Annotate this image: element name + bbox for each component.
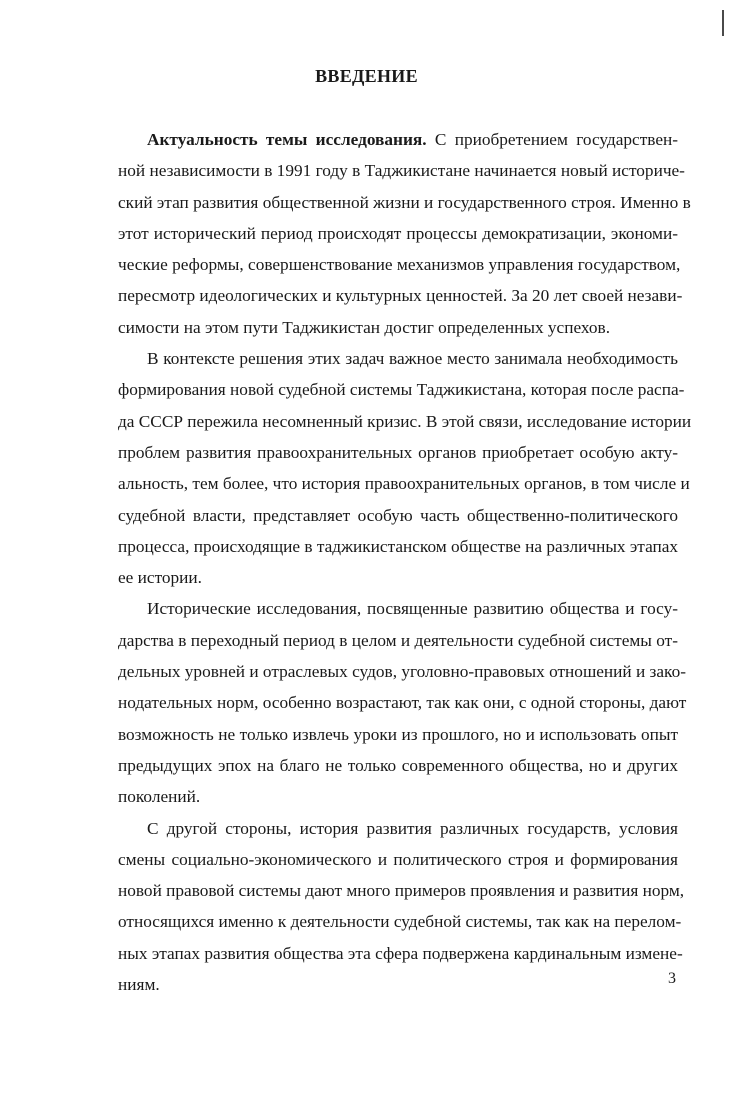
text-line: формирования новой судебной системы Таджикистана, которая после распа-: [118, 380, 685, 400]
text-line: С другой стороны, история развития различных государств, условия: [147, 818, 678, 838]
text-line: Исторические исследования, посвященные развитию общества и госу-: [147, 599, 678, 619]
text-line: ский этап развития общественной жизни и государственного строя. Именно в: [118, 192, 691, 212]
text-line: ческие реформы, совершенствование механизмов управления государством,: [118, 255, 681, 275]
text-line: новой правовой системы дают много примеров проявления и развития норм,: [118, 881, 685, 901]
page-number: 3: [668, 970, 676, 987]
text-line: дарства в переходный период в целом и деятельности судебной системы от-: [118, 630, 678, 650]
text-line: процесса, происходящие в таджикистанском обществе на различных этапах: [118, 536, 679, 556]
text-line: этот исторический период происходят процессы демократизации, экономи-: [118, 223, 678, 243]
text-line: возможность не только извлечь уроки из прошлого, но и использовать опыт: [118, 724, 678, 744]
paragraph-historical-research: [118, 593, 687, 812]
scan-edge-mark: [722, 10, 724, 36]
text-line: да СССР пережила несомненный кризис. В этой связи, исследование истории: [118, 411, 692, 431]
text-line: проблем развития правоохранительных органов приобретает особую акту-: [118, 442, 678, 462]
text-line: ных этапах развития общества эта сфера подвержена кардинальным измене-: [118, 943, 683, 963]
text-line: ее истории.: [118, 568, 203, 588]
text-line: поколений.: [118, 787, 201, 807]
text-line: ной независимости в 1991 году в Таджикистане начинается новый историче-: [118, 161, 685, 181]
text-line: ниям.: [118, 975, 160, 995]
paragraph-other-side: [118, 813, 685, 1001]
text-line: симости на этом пути Таджикистан достиг определенных успехов.: [118, 317, 611, 337]
text-line: дельных уровней и отраслевых судов, уголовно-правовых отношений и зако-: [118, 662, 686, 682]
text-line: смены социально-экономического и политического строя и формирования: [118, 849, 678, 869]
text-line: пересмотр идеологических и культурных ценностей. За 20 лет своей незави-: [118, 286, 683, 306]
text-line: относящихся именно к деятельности судебной системы, так как на перелом-: [118, 912, 682, 932]
paragraph-lead-heading: Актуальность темы исследования.: [147, 130, 427, 149]
text-line: нодательных норм, особенно возрастают, так как они, с одной стороны, дают: [118, 693, 687, 713]
paragraph-relevance: [118, 124, 691, 343]
text-line: В контексте решения этих задач важное место занимала необходимость: [147, 349, 678, 369]
text-line: альность, тем более, что история правоохранительных органов, в том числе и: [118, 474, 690, 494]
document-body: [118, 124, 692, 1000]
paragraph-judicial-system: [118, 343, 692, 593]
text-line: предыдущих эпох на благо не только современного общества, но и других: [118, 755, 678, 775]
text-line: судебной власти, представляет особую часть общественно-политического: [118, 505, 678, 525]
document-title: ВВЕДЕНИЕ: [315, 66, 418, 86]
text-line-part: С приобретением государствен-: [434, 130, 678, 149]
text-line: [118, 124, 678, 155]
